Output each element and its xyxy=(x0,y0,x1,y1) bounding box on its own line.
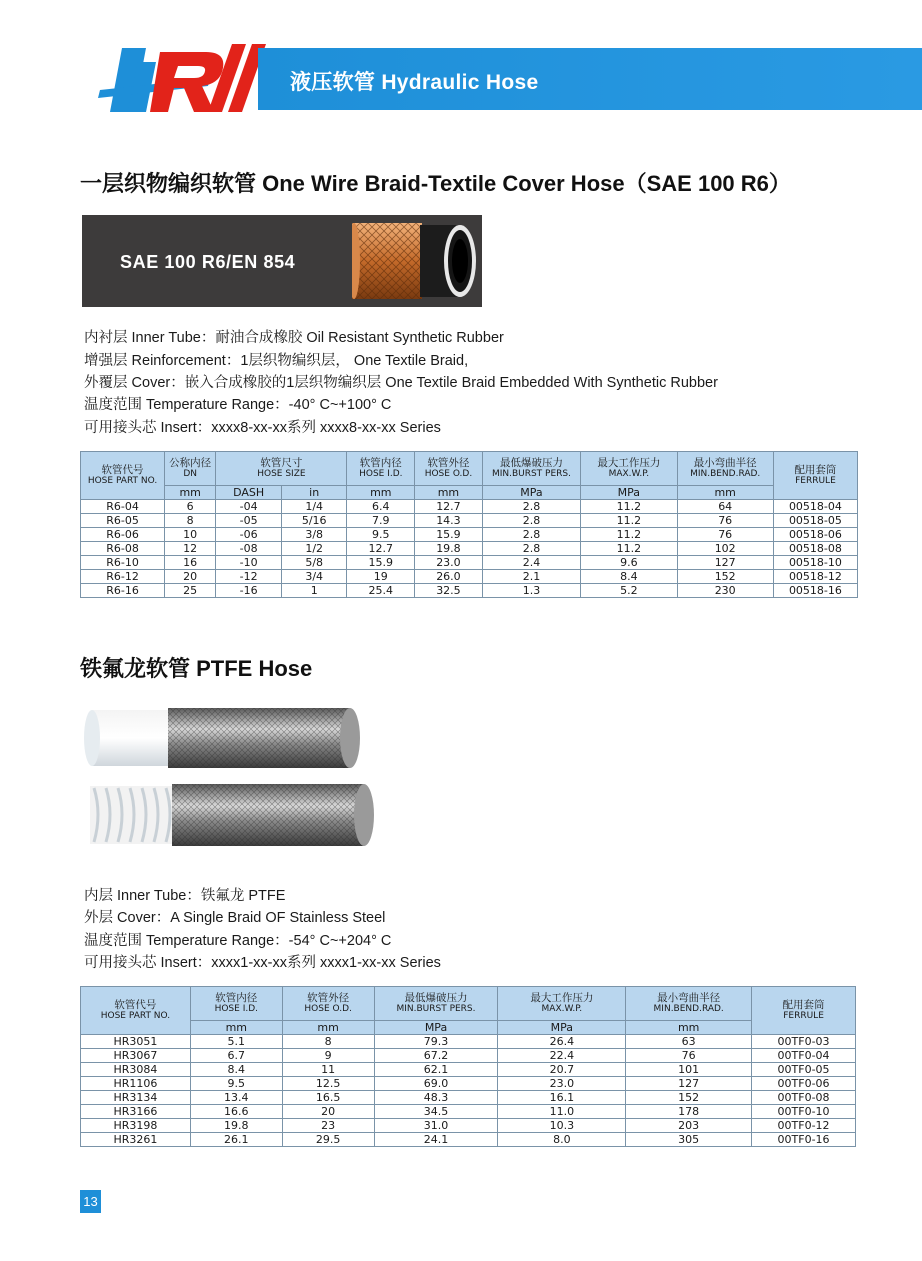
ptfe-spec-insert: 可用接头芯 Insert：xxxx1-xx-xx系列 xxxx1-xx-xx Series xyxy=(84,955,441,971)
table-row xyxy=(81,1119,856,1133)
ptfe-spec-cover: 外层 Cover：A Single Braid OF Stainless Steel xyxy=(84,910,386,926)
table-cell: 5.2 xyxy=(581,584,677,598)
page-number: 13 xyxy=(80,1190,101,1213)
unit-cell: mm xyxy=(282,1021,374,1035)
unit-cell: in xyxy=(281,486,347,500)
table-cell: 6 xyxy=(165,500,216,514)
table-cell: R6-06 xyxy=(81,528,165,542)
section-title-r6: 一层织物编织软管 One Wire Braid-Textile Cover Hose（SAE 100 R6） xyxy=(80,171,791,196)
unit-cell: mm xyxy=(165,486,216,500)
table-cell: 12.5 xyxy=(282,1077,374,1091)
table-cell: 12.7 xyxy=(347,542,415,556)
table-cell: 00TF0-03 xyxy=(752,1035,856,1049)
table-cell: 3/4 xyxy=(281,570,347,584)
table-cell: 8.4 xyxy=(581,570,677,584)
table-cell: 127 xyxy=(677,556,773,570)
table-cell: 20.7 xyxy=(498,1063,626,1077)
table-cell: 12 xyxy=(165,542,216,556)
table-cell: -04 xyxy=(216,500,282,514)
ptfe-spec-table xyxy=(80,986,856,1147)
col-dn: 公称内径 DN xyxy=(165,452,216,486)
header-title: 液压软管 Hydraulic Hose xyxy=(290,71,539,94)
table-cell: 76 xyxy=(677,514,773,528)
table-cell: 2.8 xyxy=(482,528,580,542)
table-cell: 11.2 xyxy=(581,542,677,556)
table-cell: 10 xyxy=(165,528,216,542)
table-cell: 62.1 xyxy=(374,1063,498,1077)
table-cell: 9 xyxy=(282,1049,374,1063)
table-cell: HR1106 xyxy=(81,1077,191,1091)
table-cell: -06 xyxy=(216,528,282,542)
table-row xyxy=(81,570,858,584)
unit-cell: mm xyxy=(626,1021,752,1035)
table-cell: 11.2 xyxy=(581,500,677,514)
col-hose-size: 软管尺寸 HOSE SIZE xyxy=(216,452,347,486)
col-ferrule: 配用套筒 FERRULE xyxy=(773,452,857,500)
table-cell: HR3051 xyxy=(81,1035,191,1049)
table-row xyxy=(81,1063,856,1077)
table-cell: R6-16 xyxy=(81,584,165,598)
table-cell: -10 xyxy=(216,556,282,570)
table-cell: 5/8 xyxy=(281,556,347,570)
table-cell: HR3198 xyxy=(81,1119,191,1133)
table-row xyxy=(81,1035,856,1049)
table-cell: 24.1 xyxy=(374,1133,498,1147)
table-cell: 10.3 xyxy=(498,1119,626,1133)
table-cell: HR3134 xyxy=(81,1091,191,1105)
unit-cell: DASH xyxy=(216,486,282,500)
col-wp: 最大工作压力 MAX.W.P. xyxy=(581,452,677,486)
table-cell: 9.5 xyxy=(190,1077,282,1091)
table-row xyxy=(81,584,858,598)
table-cell: 2.4 xyxy=(482,556,580,570)
table-cell: 2.8 xyxy=(482,500,580,514)
unit-cell: MPa xyxy=(581,486,677,500)
table-row xyxy=(81,500,858,514)
table-cell: 23.0 xyxy=(498,1077,626,1091)
table-cell: 00TF0-12 xyxy=(752,1119,856,1133)
table-cell: 16.5 xyxy=(282,1091,374,1105)
table-cell: 19.8 xyxy=(415,542,483,556)
table-cell: 152 xyxy=(626,1091,752,1105)
table-cell: 00TF0-10 xyxy=(752,1105,856,1119)
table-cell: 32.5 xyxy=(415,584,483,598)
table-cell: 2.8 xyxy=(482,514,580,528)
table-cell: 76 xyxy=(677,528,773,542)
table-cell: 1 xyxy=(281,584,347,598)
table-cell: 25.4 xyxy=(347,584,415,598)
col-hose-od: 软管外径 HOSE O.D. xyxy=(415,452,483,486)
table-row xyxy=(81,542,858,556)
col-burst: 最低爆破压力 MIN.BURST PERS. xyxy=(374,987,498,1021)
col-hose-part: 软管代号 HOSE PART NO. xyxy=(81,452,165,500)
table-cell: 5.1 xyxy=(190,1035,282,1049)
table-cell: 15.9 xyxy=(415,528,483,542)
table-cell: 26.4 xyxy=(498,1035,626,1049)
table-cell: 69.0 xyxy=(374,1077,498,1091)
table-cell: 11.0 xyxy=(498,1105,626,1119)
table-row xyxy=(81,1091,856,1105)
table-cell: HR3261 xyxy=(81,1133,191,1147)
table-row xyxy=(81,528,858,542)
unit-cell: mm xyxy=(347,486,415,500)
table-cell: 8.0 xyxy=(498,1133,626,1147)
banner-text: SAE 100 R6/EN 854 xyxy=(120,252,296,272)
table-cell: 5/16 xyxy=(281,514,347,528)
table-cell: -12 xyxy=(216,570,282,584)
table-cell: 00518-08 xyxy=(773,542,857,556)
table-cell: 22.4 xyxy=(498,1049,626,1063)
table-cell: 101 xyxy=(626,1063,752,1077)
table-cell: 48.3 xyxy=(374,1091,498,1105)
table-cell: 16 xyxy=(165,556,216,570)
table-cell: 00518-04 xyxy=(773,500,857,514)
table-cell: 00518-12 xyxy=(773,570,857,584)
table-cell: 1/4 xyxy=(281,500,347,514)
col-hose-id: 软管内径 HOSE I.D. xyxy=(347,452,415,486)
table-cell: R6-04 xyxy=(81,500,165,514)
table-cell: 9.6 xyxy=(581,556,677,570)
table-cell: 14.3 xyxy=(415,514,483,528)
table-cell: 127 xyxy=(626,1077,752,1091)
table-cell: 00518-06 xyxy=(773,528,857,542)
table-cell: 20 xyxy=(165,570,216,584)
table-cell: 13.4 xyxy=(190,1091,282,1105)
table-cell: R6-10 xyxy=(81,556,165,570)
table-row xyxy=(81,1105,856,1119)
table-cell: HR3084 xyxy=(81,1063,191,1077)
table-cell: 7.9 xyxy=(347,514,415,528)
table-cell: 8 xyxy=(282,1035,374,1049)
table-cell: 6.4 xyxy=(347,500,415,514)
table-cell: 23.0 xyxy=(415,556,483,570)
table-cell: 6.7 xyxy=(190,1049,282,1063)
table-cell: -16 xyxy=(216,584,282,598)
table-cell: 00TF0-06 xyxy=(752,1077,856,1091)
col-ferrule: 配用套筒 FERRULE xyxy=(752,987,856,1035)
table-cell: 00518-10 xyxy=(773,556,857,570)
table-cell: 8 xyxy=(165,514,216,528)
table-row xyxy=(81,1049,856,1063)
table-cell: 178 xyxy=(626,1105,752,1119)
table-row xyxy=(81,514,858,528)
ptfe-hose-image xyxy=(80,702,380,852)
table-cell: 00TF0-05 xyxy=(752,1063,856,1077)
table-cell: 67.2 xyxy=(374,1049,498,1063)
table-cell: 305 xyxy=(626,1133,752,1147)
table-cell: -05 xyxy=(216,514,282,528)
unit-cell: mm xyxy=(415,486,483,500)
unit-cell: mm xyxy=(677,486,773,500)
table-row xyxy=(81,556,858,570)
table-cell: 00TF0-08 xyxy=(752,1091,856,1105)
table-cell: 23 xyxy=(282,1119,374,1133)
col-wp: 最大工作压力 MAX.W.P. xyxy=(498,987,626,1021)
table-cell: 2.1 xyxy=(482,570,580,584)
table-cell: R6-12 xyxy=(81,570,165,584)
table-cell: 16.6 xyxy=(190,1105,282,1119)
table-cell: 20 xyxy=(282,1105,374,1119)
table-cell: -08 xyxy=(216,542,282,556)
ptfe-spec-inner-tube: 内层 Inner Tube：铁氟龙 PTFE xyxy=(84,888,286,904)
table-cell: 152 xyxy=(677,570,773,584)
table-cell: 230 xyxy=(677,584,773,598)
table-cell: 11.2 xyxy=(581,514,677,528)
table-cell: 1.3 xyxy=(482,584,580,598)
r6-spec-cover: 外覆层 Cover：嵌入合成橡胶的1层织物编织层 One Textile Braid Embedded With Synthetic Rubber xyxy=(84,375,718,391)
table-cell: R6-05 xyxy=(81,514,165,528)
table-cell: 25 xyxy=(165,584,216,598)
table-cell: 79.3 xyxy=(374,1035,498,1049)
table-cell: HR3067 xyxy=(81,1049,191,1063)
table-cell: 00518-05 xyxy=(773,514,857,528)
table-cell: 76 xyxy=(626,1049,752,1063)
table-cell: 00518-16 xyxy=(773,584,857,598)
col-burst: 最低爆破压力 MIN.BURST PERS. xyxy=(482,452,580,486)
table-cell: 00TF0-04 xyxy=(752,1049,856,1063)
table-cell: 2.8 xyxy=(482,542,580,556)
table-cell: 3/8 xyxy=(281,528,347,542)
table-cell: 9.5 xyxy=(347,528,415,542)
unit-cell: MPa xyxy=(374,1021,498,1035)
table-cell: 11 xyxy=(282,1063,374,1077)
table-cell: R6-08 xyxy=(81,542,165,556)
table-cell: 29.5 xyxy=(282,1133,374,1147)
r6-spec-insert: 可用接头芯 Insert：xxxx8-xx-xx系列 xxxx8-xx-xx Series xyxy=(84,420,441,436)
unit-cell: mm xyxy=(190,1021,282,1035)
col-bend: 最小弯曲半径 MIN.BEND.RAD. xyxy=(626,987,752,1021)
table-cell: 15.9 xyxy=(347,556,415,570)
table-cell: 00TF0-16 xyxy=(752,1133,856,1147)
table-cell: 11.2 xyxy=(581,528,677,542)
col-hose-od: 软管外径 HOSE O.D. xyxy=(282,987,374,1021)
table-cell: 19 xyxy=(347,570,415,584)
col-bend: 最小弯曲半径 MIN.BEND.RAD. xyxy=(677,452,773,486)
table-cell: 102 xyxy=(677,542,773,556)
table-cell: 26.0 xyxy=(415,570,483,584)
table-cell: 12.7 xyxy=(415,500,483,514)
table-cell: 64 xyxy=(677,500,773,514)
r6-spec-reinforcement: 增强层 Reinforcement：1层织物编织层， One Textile Braid, xyxy=(84,353,469,369)
company-logo xyxy=(94,40,274,120)
table-cell: 8.4 xyxy=(190,1063,282,1077)
col-hose-id: 软管内径 HOSE I.D. xyxy=(190,987,282,1021)
section-title-ptfe: 铁氟龙软管 PTFE Hose xyxy=(80,656,313,681)
table-cell: HR3166 xyxy=(81,1105,191,1119)
table-row xyxy=(81,1077,856,1091)
unit-cell: MPa xyxy=(498,1021,626,1035)
table-cell: 26.1 xyxy=(190,1133,282,1147)
col-hose-part: 软管代号 HOSE PART NO. xyxy=(81,987,191,1035)
r6-spec-table xyxy=(80,451,858,598)
unit-cell: MPa xyxy=(482,486,580,500)
r6-spec-temperature: 温度范围 Temperature Range：-40° C~+100° C xyxy=(84,397,392,413)
table-cell: 1/2 xyxy=(281,542,347,556)
table-row xyxy=(81,1133,856,1147)
table-cell: 34.5 xyxy=(374,1105,498,1119)
table-cell: 31.0 xyxy=(374,1119,498,1133)
table-cell: 203 xyxy=(626,1119,752,1133)
r6-hose-image xyxy=(352,215,484,307)
ptfe-spec-temperature: 温度范围 Temperature Range：-54° C~+204° C xyxy=(84,933,392,949)
table-cell: 19.8 xyxy=(190,1119,282,1133)
table-cell: 63 xyxy=(626,1035,752,1049)
r6-spec-inner-tube: 内衬层 Inner Tube：耐油合成橡胶 Oil Resistant Synthetic Rubber xyxy=(84,330,504,346)
table-cell: 16.1 xyxy=(498,1091,626,1105)
